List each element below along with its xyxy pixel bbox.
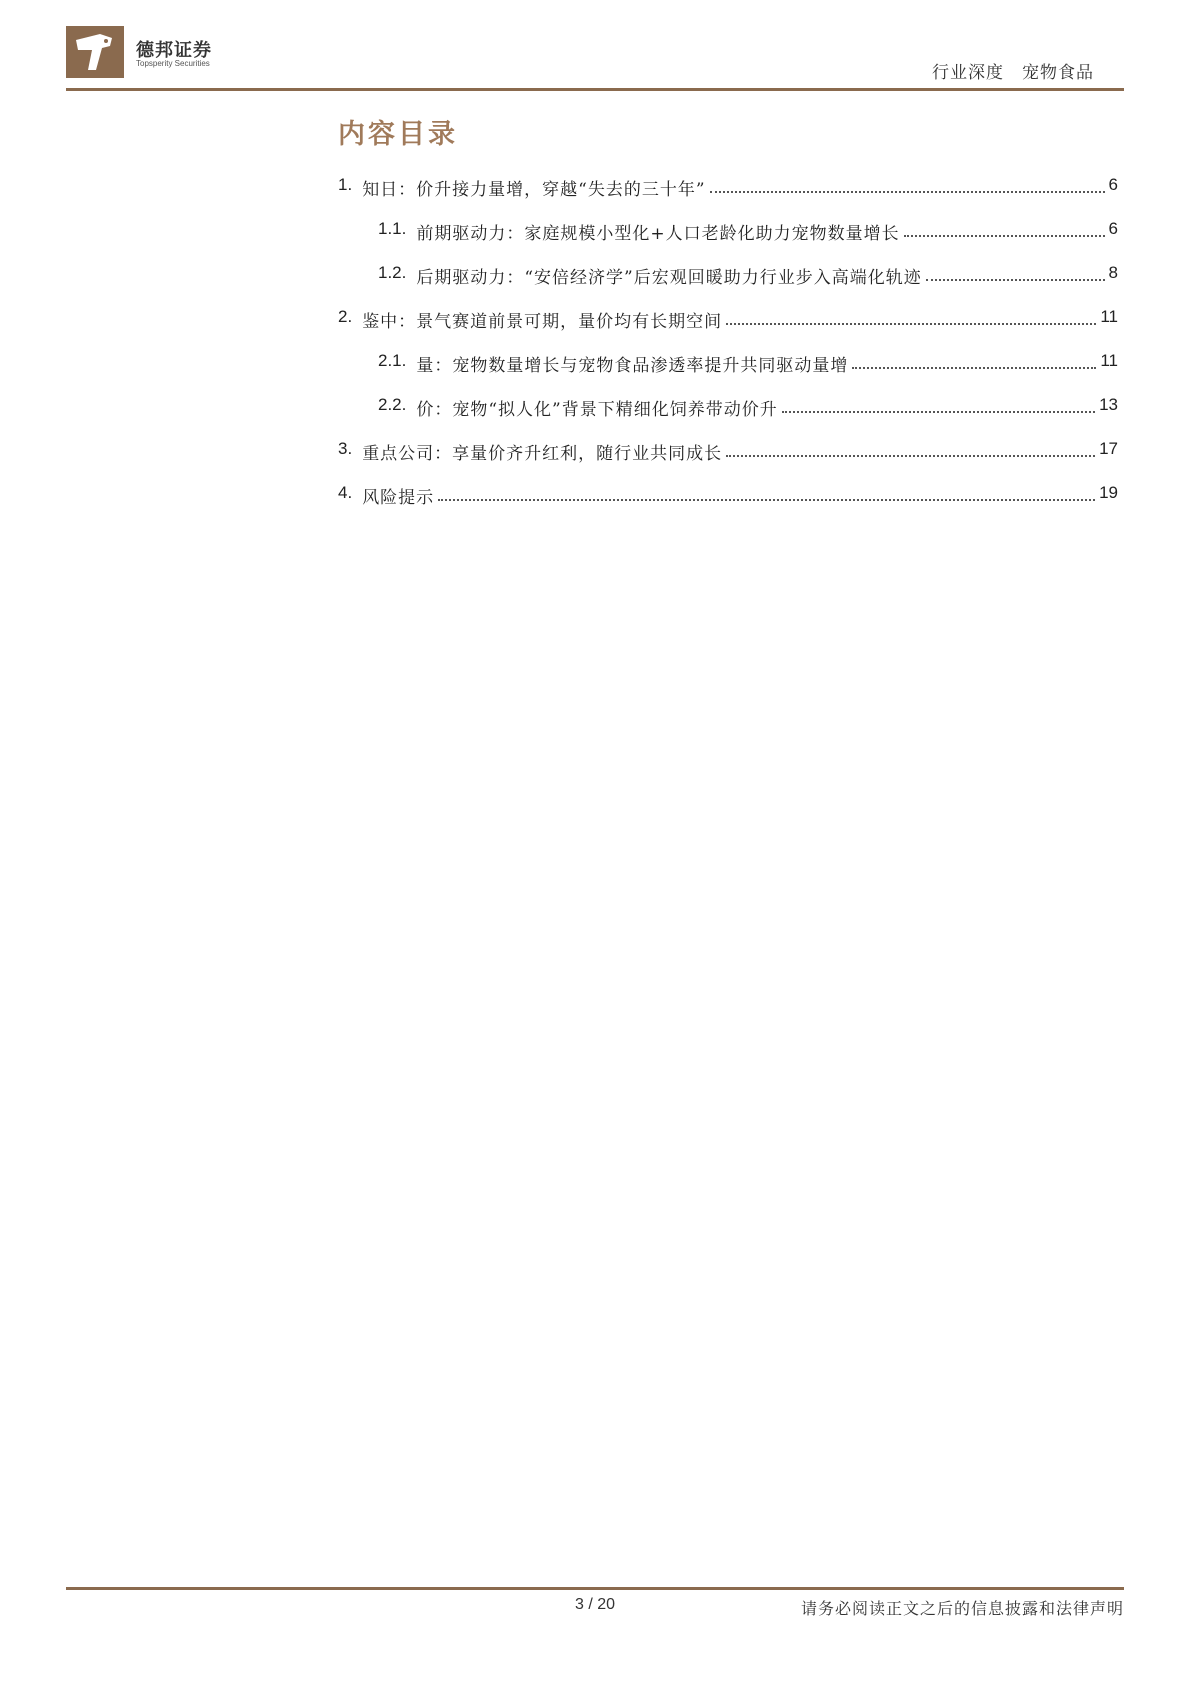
toc-entry-number: 4. bbox=[338, 483, 353, 502]
toc-entry-number: 2. bbox=[338, 307, 353, 326]
company-logo bbox=[66, 26, 226, 80]
toc-leader-dots bbox=[926, 263, 1105, 281]
toc-entry[interactable] bbox=[338, 351, 1118, 395]
toc-entry-text: 价：宠物“拟人化”背景下精细化饲养带动价升 bbox=[416, 400, 778, 420]
toc-entry-page: 13 bbox=[1099, 395, 1118, 414]
toc-entry[interactable] bbox=[338, 439, 1118, 483]
toc-title: 内容目录 bbox=[338, 119, 458, 150]
toc-entry-text: 后期驱动力：“安倍经济学”后宏观回暖助力行业步入高端化轨迹 bbox=[416, 268, 922, 288]
header-divider bbox=[66, 88, 1124, 91]
toc-entry-page: 11 bbox=[1100, 351, 1118, 370]
toc-entry-text: 鉴中：景气赛道前景可期，量价均有长期空间 bbox=[362, 312, 723, 332]
toc-entry-page: 8 bbox=[1108, 263, 1118, 282]
logo-chinese-name: 德邦证券 bbox=[136, 40, 212, 61]
header-category: 行业深度 bbox=[932, 63, 1004, 83]
toc-entry-number: 3. bbox=[338, 439, 353, 458]
toc-leader-dots bbox=[438, 483, 1095, 501]
toc-entry-page: 6 bbox=[1108, 219, 1118, 238]
toc-entry-number: 2.2. bbox=[378, 395, 407, 414]
toc-entry[interactable] bbox=[338, 263, 1118, 307]
toc-leader-dots bbox=[726, 439, 1095, 457]
toc-leader-dots bbox=[726, 307, 1096, 325]
toc-entry-text: 重点公司：享量价齐升红利，随行业共同成长 bbox=[362, 444, 723, 464]
toc-entry-text: 知日：价升接力量增，穿越“失去的三十年” bbox=[362, 180, 706, 200]
toc-leader-dots bbox=[904, 219, 1105, 237]
header-topic: 宠物食品 bbox=[1022, 63, 1094, 83]
table-of-contents bbox=[338, 175, 1118, 527]
header-report-type bbox=[932, 58, 1094, 83]
toc-leader-dots bbox=[852, 351, 1096, 369]
toc-entry[interactable] bbox=[338, 395, 1118, 439]
toc-entry[interactable] bbox=[338, 175, 1118, 219]
page-number: 3 / 20 bbox=[574, 1596, 616, 1613]
toc-entry-page: 6 bbox=[1108, 175, 1118, 194]
toc-leader-dots bbox=[782, 395, 1095, 413]
toc-entry[interactable] bbox=[338, 219, 1118, 263]
toc-entry-number: 1.2. bbox=[378, 263, 407, 282]
logo-english-name: Topsperity Securities bbox=[136, 59, 210, 68]
toc-entry[interactable] bbox=[338, 483, 1118, 527]
toc-entry-number: 1.1. bbox=[378, 219, 407, 238]
footer-divider bbox=[66, 1587, 1124, 1590]
toc-entry-page: 11 bbox=[1100, 307, 1118, 326]
toc-entry-text: 量：宠物数量增长与宠物食品渗透率提升共同驱动量增 bbox=[416, 356, 849, 376]
footer-disclaimer: 请务必阅读正文之后的信息披露和法律声明 bbox=[800, 1599, 1124, 1618]
toc-entry-text: 前期驱动力：家庭规模小型化+人口老龄化助力宠物数量增长 bbox=[416, 224, 900, 244]
logo-mark-icon bbox=[66, 26, 124, 78]
toc-leader-dots bbox=[710, 175, 1105, 193]
toc-entry-number: 1. bbox=[338, 175, 353, 194]
toc-entry[interactable] bbox=[338, 307, 1118, 351]
toc-entry-page: 19 bbox=[1099, 483, 1118, 502]
toc-entry-number: 2.1. bbox=[378, 351, 407, 370]
toc-entry-page: 17 bbox=[1099, 439, 1118, 458]
toc-entry-text: 风险提示 bbox=[362, 488, 435, 508]
